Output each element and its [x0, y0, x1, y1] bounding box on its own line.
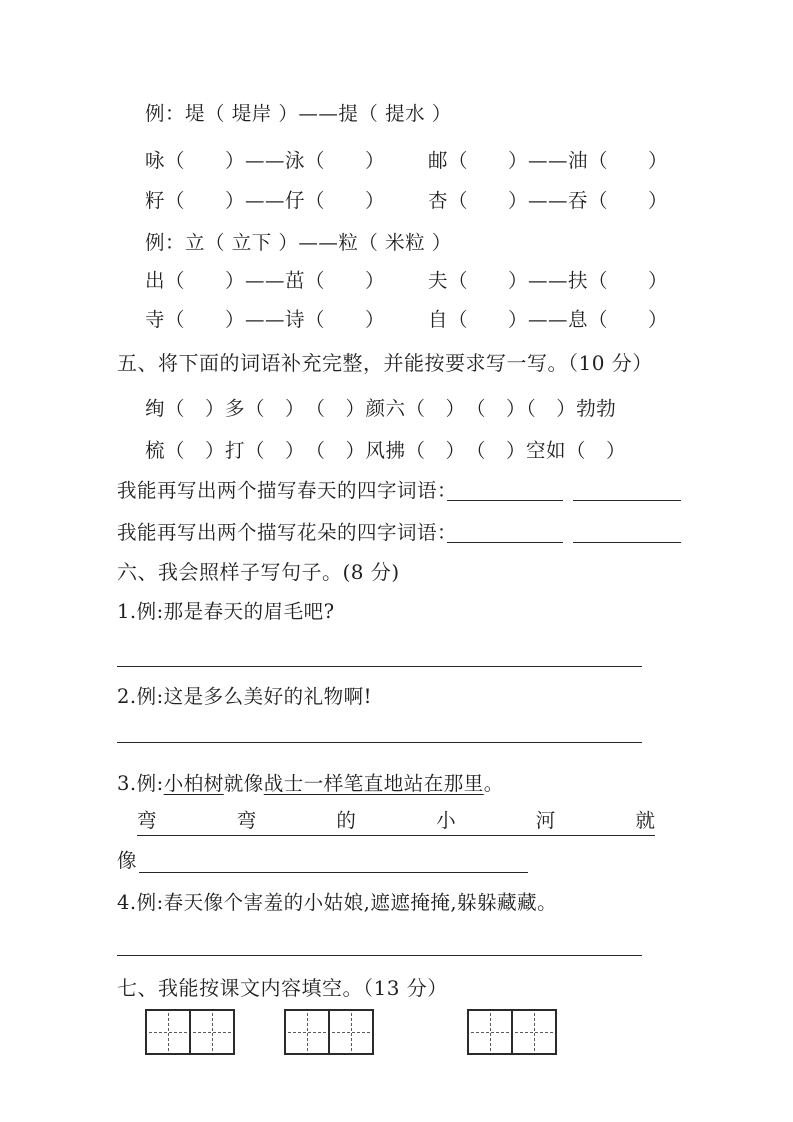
sentence-fill-spread-line — [137, 810, 655, 836]
fill-char: 弯 — [137, 809, 157, 832]
idiom-fill-row-2: 梳（ ）打（ ） （ ）风拂（ ） （ ）空如（ ） — [145, 439, 627, 462]
writing-grid-cell — [511, 1011, 555, 1053]
section-seven-title: 七、我能按课文内容填空。（13 分） — [117, 976, 448, 1000]
writing-grid-cell — [189, 1011, 233, 1053]
answer-blank — [573, 500, 681, 501]
writing-grid-pair-3 — [467, 1009, 557, 1055]
writing-grid-cell — [328, 1011, 372, 1053]
answer-blank — [139, 872, 528, 873]
homophone-row3-left: 出（ ）——茁（ ） — [145, 269, 386, 292]
section-six-title: 六、我会照样子写句子。(8 分) — [117, 560, 400, 584]
homophone-row1-right: 邮（ ）——油（ ） — [428, 149, 669, 172]
write-flower-prompt: 我能再写出两个描写花朵的四字词语： — [117, 521, 458, 544]
item3-prefix: 3.例: — [117, 772, 164, 795]
answer-blank — [573, 542, 681, 543]
writing-grid-cell — [147, 1011, 189, 1053]
item3-middle: 就像 — [223, 772, 264, 795]
homophone-example-1: 例：堤（ 堤岸 ）——提（ 提水 ） — [145, 102, 452, 125]
answer-line — [117, 955, 642, 956]
fill-char: 就 — [635, 809, 655, 832]
homophone-row2-right: 杏（ ）——吞（ ） — [428, 189, 669, 212]
writing-grid-cell — [286, 1011, 328, 1053]
writing-grid-pair-1 — [145, 1009, 235, 1055]
fill-char: 弯 — [236, 809, 257, 832]
answer-blank — [447, 500, 563, 501]
idiom-fill-row-1: 绚（ ）多（ ） （ ）颜六（ ） （ ）（ ）勃勃 — [145, 397, 617, 420]
writing-grid-pair-2 — [284, 1009, 374, 1055]
homophone-example-2: 例：立（ 立下 ）——粒（ 米粒 ） — [145, 231, 452, 254]
item3-underlined-predicate: 战士一样笔直地站在那里 — [263, 772, 484, 795]
homophone-row4-right: 自（ ）——息（ ） — [428, 308, 669, 331]
fill-char: 小 — [436, 809, 456, 832]
homophone-row4-left: 寺（ ）——诗（ ） — [145, 308, 386, 331]
sentence-item-2: 2.例:这是多么美好的礼物啊! — [117, 685, 373, 708]
write-spring-prompt: 我能再写出两个描写春天的四字词语： — [117, 479, 458, 502]
item3-underlined-subject: 小柏树 — [163, 772, 224, 795]
answer-blank — [447, 542, 563, 543]
sentence-item-4: 4.例:春天像个害羞的小姑娘,遮遮掩掩,躲躲藏藏。 — [117, 891, 558, 914]
writing-grid-cell — [469, 1011, 511, 1053]
homophone-row2-left: 籽（ ）——仔（ ） — [145, 189, 386, 212]
fill-char: 的 — [336, 809, 356, 832]
writing-grid-row — [0, 1009, 793, 1055]
section-five-title: 五、将下面的词语补充完整，并能按要求写一写。（10 分） — [117, 351, 653, 375]
answer-line — [117, 666, 642, 667]
sentence-item-3 — [117, 773, 504, 795]
fill-char: 河 — [535, 809, 556, 832]
homophone-row1-left: 咏（ ）——泳（ ） — [145, 149, 386, 172]
answer-line — [117, 742, 642, 743]
item3-period: 。 — [483, 772, 504, 795]
sentence-like-prefix: 像 — [117, 849, 137, 872]
sentence-item-1: 1.例:那是春天的眉毛吧? — [117, 600, 335, 623]
homophone-row3-right: 夫（ ）——扶（ ） — [428, 269, 669, 292]
